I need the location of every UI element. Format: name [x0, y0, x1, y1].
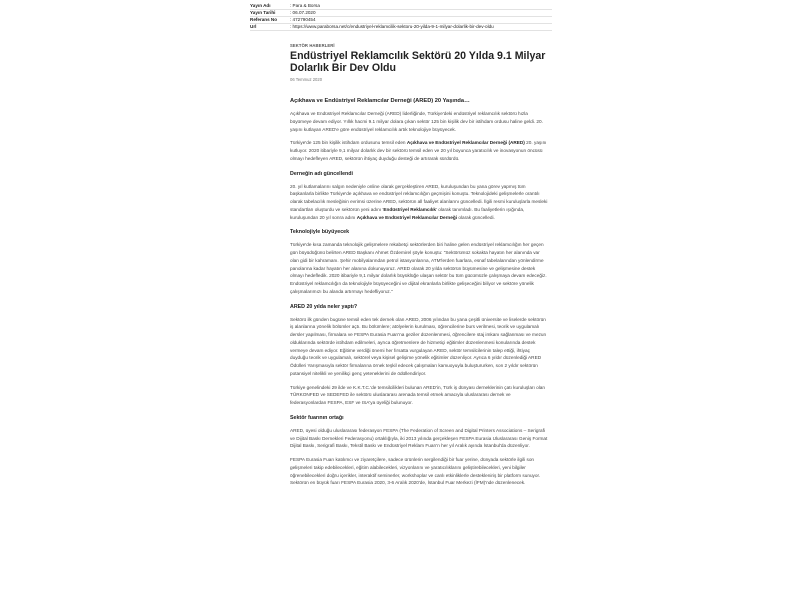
- article-lead: Açıkhava ve Endüstriyel Reklamcılar Derneği (ARED) 20 Yaşında…: [290, 98, 470, 104]
- paragraph: Sektörü ilk günden bugüne temsil eden tek dernek olan ARED, 2006 yılından bu yana çeşitli üniversite ve liselerde sektörün iş alanlarına yönelik bölümler açtı. Bu bölümlere; atölyelerin kurulması, öğrencilerine burs verilmesi, teorik ve uygulamalı dersler yapılması, firmalara ve FESPA Eurasia Fuarı'na geziler düzenlenmesi, öğrencilere staj imkanı sağlanması ve mezun olduklarında sektörde istihdam edilmeleri, ayrıca öğretmenlere de hizmetiçi eğitimler düzenlenmesi konularında destek vermeye devam ediyor. Eğitime verdiği önemi her fırsatta vurgulayan ARED, sektör temsilcilerinin talep ettiği, ihtiyaç duyduğu teorik ve uygulamalı, sektörel veya kişisel gelişime yönelik eğitimler düzenliyor. Ayrıca 6 yıldır düzenlediği ARED Ödülleri Yarışmasıyla sektör firmalarına örnek teşkil edecek çalışmaları kamuoyuyla buluştururken, son 2 yıldır sektörün potansiyel nitelikli ve yenilikçi genç yeteneklerini de ödüllendiriyor.: [290, 316, 547, 376]
- meta-value: : 472790454: [290, 17, 316, 22]
- paragraph: Açıkhava ve Endüstriyel Reklamcılar Derneği (ARED) liderliğinde, Türkiye'deki endüstriyel reklamcılık sektörü hızla büyümeye devam ediyor. Yıllık hacmi 9.1 milyar dolara çıkan sektör 125 bin kişilik dev bir istihdam ordusu haline geldi. 20. yaşını kutlayan ARED'e göre endüstriyel reklamcılık artık teknolojiye büyüyecek.: [290, 111, 543, 132]
- meta-label: Yayın Tarihi: [250, 10, 276, 15]
- subheading: Teknolojiyle büyüyecek: [290, 229, 350, 236]
- paragraph: [290, 139, 548, 162]
- paragraph: Türkiye genelindeki 29 ilde ve K.K.T.C.'de temsilcilikleri bulunan ARED'in, Türk iş dünyası derneklerinin çatı kuruluşları olan TÜRKONFED ve SEDEFED ile sektörü uluslararası arenada temsil etmek amacıyla uluslararası dernek ve federasyonlardan FESPA, ESF ve ISA'ya üyeliği bulunuyor.: [290, 384, 545, 405]
- subheading: Sektör fuarının ortağı: [290, 414, 344, 421]
- paragraph-text: olarak güncelledi.: [457, 214, 495, 220]
- subheading: ARED 20 yılda neler yaptı?: [290, 303, 358, 310]
- meta-value: : 06.07.2020: [290, 10, 316, 15]
- meta-label: Url: [250, 24, 257, 29]
- paragraph-bold: Açıkhava ve Endüstriyel Reklamcılar Derneği: [356, 214, 458, 220]
- meta-row-publication: [250, 3, 552, 10]
- meta-label: Yayın Adı: [250, 3, 271, 8]
- paragraph-text: Türkiye'de 125 bin kişilik istihdam ordusunu temsil eden: [290, 140, 407, 146]
- meta-value: : Para & Borsa: [290, 3, 320, 8]
- meta-row-url: [250, 24, 552, 31]
- paragraph-bold: Endüstriyel Reklamcılık: [383, 206, 437, 212]
- clipping-metadata: [250, 3, 552, 31]
- meta-label: Referans No: [250, 17, 278, 22]
- paragraph: ARED, üyesi olduğu uluslararası federasyon FESPA (The Federation of Screen and Digital Printers Associations – Serigrafi ve Dijital Baskı Dernekleri Federasyonu) ortaklığıyla, iki 2013 yılında gerçekleşen FESPA Eurasia Uluslararası Geniş Format Dijital Baskı, Serigrafi Baskı, Tekstil Baskı ve Endüstriyel Reklam Fuarı'n her yıl Aralık ayında İstanbul'da düzenliyor.: [290, 427, 548, 449]
- paragraph-bold: Açıkhava ve Endüstriyel Reklamcılar Derneği (ARED): [406, 140, 525, 146]
- paragraph: Türkiye'de kısa zamanda teknolojik gelişmelere rekabetçi sektörlerden biri haline gelen endüstriyel reklamcılığın her geçen gün büyüdüğünü belirten ARED Başkanı Ahmet Özdemirel şöyle konuştu: "Sektörümüz sokakta hayatın her alanında var olan gidi bir kahramanı. Şehir mobilyalarından petrol istasyonlarına, ATM'lerden fuarlara, esnaf tabelalarından yönlendirme panolarına kadar hayatın her alanına dokunuyoruz. ARED olarak 20 yılda sektörün büyümesine ve gelişmesine destek olmayı hedefledik. 2020 itibariyle 9,1 milyar dolarlık büyüklüğe ulaşan sektör bu tüm gücümüzle çalışmaya devam edeceğiz. Endüstriyel reklamcılığın da teknolojiyle büyüyeceğini ve dijital ekranlarla birlikte gelişeceğini biliyor ve sektöre yönelik çalışmalarımızı bu alanda artırmayı hedefliyoruz.": [290, 242, 547, 294]
- paragraph-text: 20. yıl kutlamalarını salgın nedeniyle online olarak gerçekleştiren ARED, kuruluşundan bu yana görev yapmış tüm başkanlarla birlikte Türkiye'de açıkhava ve endüstriyel reklamcılığın geçmişini konuştu. Teknolojideki gelişmelerle orantılı olarak tabelacılık mesleğinin evrimsi üzerine ARED, sektörün all faaliyet alanlarını güncelledi. İlgili resmi kuruluşlarla mesleki standartları oluşturdu ve sektörün yeni adını ': [290, 183, 548, 212]
- article: [290, 43, 548, 487]
- subheading: Derneğin adı güncellendi: [290, 170, 353, 177]
- meta-row-reference: [250, 17, 552, 24]
- article-title: Endüstriyel Reklamcılık Sektörü 20 Yılda 9.1 Milyar Dolarlık Bir Dev Oldu: [290, 50, 546, 74]
- meta-value: : https://www.paraborsa.net/c/endustriyel-reklamcilik-sektoru-20-yilda-9-1-milyar-dolarlik-bir-dev-oldu: [290, 24, 494, 29]
- paragraph-text: ' olarak tanımladı. Bu faaliyetlerin ışığında, kuruluşundan 20 yıl sonra adını: [290, 206, 525, 220]
- paragraph-text: 20. yaşını kutluyor. 2020 itibariyle 9,1 milyar dolarlık dev bir sektörü temsil eden ve 20 yıl boyunca yaratıcılık ve inovasyonun öncüsü olmayı hedefleyen ARED, sektörün ihtiyaç duyduğu desteği de artırarak sürdürdü.: [290, 140, 547, 161]
- article-date: 06 Temmuz 2020: [290, 77, 323, 82]
- section-label: SEKTÖR HABERLERİ: [290, 43, 335, 48]
- meta-row-date: [250, 10, 552, 17]
- paragraph: FESPA Eurasia Fuarı katılımcı ve ziyaretçilere, sadece ürünlerin sergilendiği bir fuar yerine, dünyada sektörle ilgili son gelişmeleri takip edebilecekleri, eğitim alabilecekleri, vizyonlarını ve yaratıcılıklarını geliştirebilecekleri, yeni bilgiler öğrenebilecekleri doğru içerikler, interaktif seminerler, workshoplar ve canlı etkinliklerle destekleniriş bir platform sunuyor. Sektörün en büyük fuarı FESPA Eurasia 2020, 3-6 Aralık 2020'de, İstanbul Fuar Merkezi (İFM)'nde düzenlenecek.: [290, 457, 541, 486]
- paragraph: [290, 183, 548, 222]
